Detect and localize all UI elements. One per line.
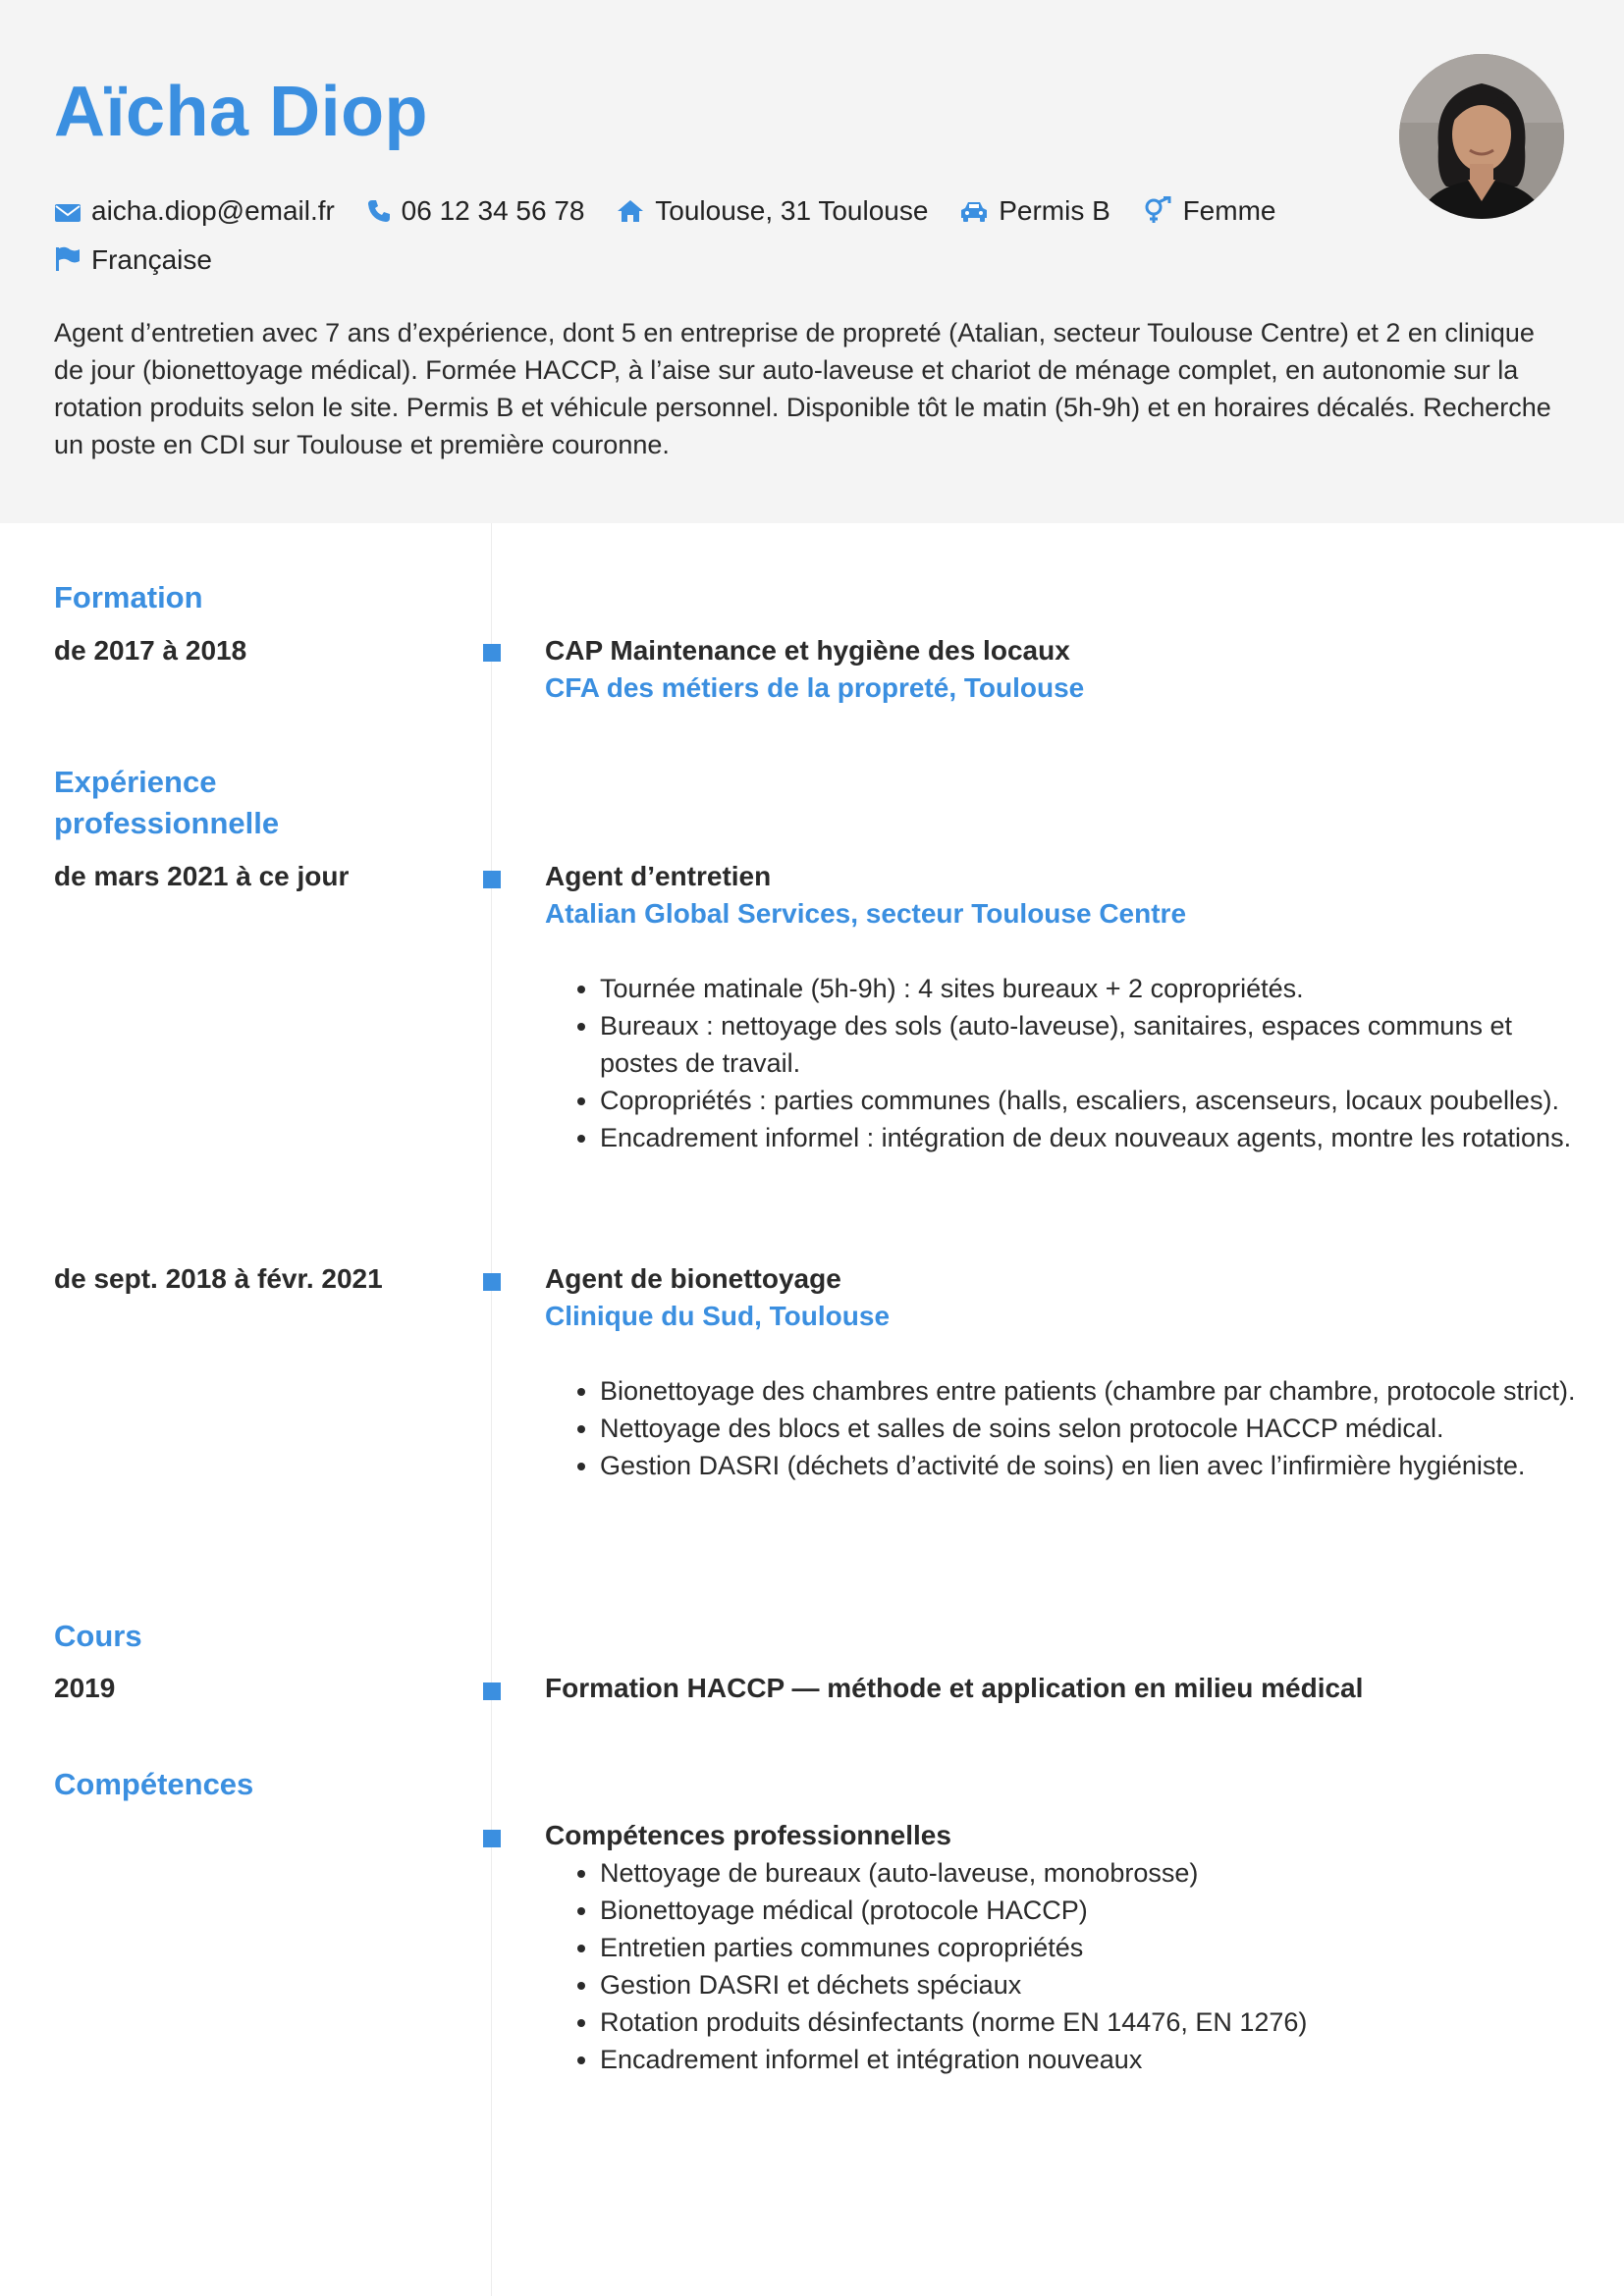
list-item: • Bionettoyage médical (protocole HACCP)	[600, 1892, 1576, 1929]
competences-group-title: Compétences professionnelles	[545, 1820, 951, 1850]
list-item: • Gestion DASRI et déchets spéciaux	[600, 1966, 1576, 2003]
contact-list	[54, 187, 1380, 285]
section-title-competences: Compétences	[54, 1767, 254, 1801]
formation-entry	[545, 632, 1576, 707]
job-employer: Atalian Global Services, secteur Toulouse Centre	[545, 898, 1187, 929]
gender-text: Femme	[1182, 195, 1276, 226]
experience-entry	[545, 858, 1576, 1156]
timeline-marker	[483, 644, 501, 662]
timeline-marker	[483, 871, 501, 888]
list-item: • Encadrement informel et intégration nouveaux	[600, 2041, 1576, 2078]
list-item: • Bionettoyage des chambres entre patients (chambre par chambre, protocole strict).	[600, 1372, 1576, 1410]
section-title-cours: Cours	[54, 1619, 142, 1653]
experience-date: de mars 2021 à ce jour	[54, 861, 350, 891]
profile-photo	[1399, 54, 1564, 219]
job-employer: Clinique du Sud, Toulouse	[545, 1301, 891, 1331]
cours-entry	[545, 1670, 1576, 1707]
contact-address	[616, 187, 928, 236]
flag-icon	[54, 245, 81, 273]
phone-icon	[366, 198, 392, 224]
list-item: • Nettoyage de bureaux (auto-laveuse, monobrosse)	[600, 1854, 1576, 1892]
formation-school: CFA des métiers de la propreté, Toulouse	[545, 672, 1085, 703]
nationality-text: Française	[91, 244, 212, 275]
list-item: • Copropriétés : parties communes (halls, escaliers, ascenseurs, locaux poubelles).	[600, 1082, 1576, 1119]
timeline-divider	[491, 523, 492, 2296]
formation-degree: CAP Maintenance et hygiène des locaux	[545, 635, 1070, 666]
job-title: Agent de bionettoyage	[545, 1263, 841, 1294]
list-item: • Tournée matinale (5h-9h) : 4 sites bureaux + 2 copropriétés.	[600, 970, 1576, 1007]
envelope-icon	[54, 202, 81, 224]
job-bullets	[545, 970, 1576, 1156]
car-icon	[959, 200, 989, 224]
experience-title-line2: professionnelle	[54, 806, 280, 840]
profile-summary: Agent d’entretien avec 7 ans d’expérience, dont 5 en entreprise de propreté (Atalian, secteur Toulouse Centre) et 2 en clinique de jour (bionettoyage médical). Formée HACCP, à l’aise sur auto-laveuse et chariot de ménage complet, en autonomie sur la rotation produits selon le site. Permis B et véhicule personnel. Disponible tôt le matin (5h-9h) et en horaires décalés. Recherche un poste en CDI sur Toulouse et première couronne.	[54, 318, 1551, 459]
job-title: Agent d’entretien	[545, 861, 772, 891]
list-item: • Gestion DASRI (déchets d’activité de soins) en lien avec l’infirmière hygiéniste.	[600, 1447, 1576, 1484]
timeline-marker	[483, 1830, 501, 1847]
experience-date: de sept. 2018 à févr. 2021	[54, 1263, 383, 1294]
list-item: • Rotation produits désinfectants (norme EN 14476, EN 1276)	[600, 2003, 1576, 2041]
timeline-marker	[483, 1273, 501, 1291]
contact-email[interactable]	[54, 187, 335, 236]
competences-bullets	[545, 1854, 1576, 2078]
contact-license	[959, 187, 1110, 236]
header	[0, 0, 1624, 523]
job-bullets	[545, 1372, 1576, 1484]
contact-phone[interactable]	[366, 187, 585, 236]
gender-icon	[1142, 196, 1173, 224]
competences-entry	[545, 1817, 1576, 2078]
timeline-marker	[483, 1682, 501, 1700]
experience-entry	[545, 1260, 1576, 1484]
experience-title-line1: Expérience	[54, 765, 217, 799]
section-title-formation: Formation	[54, 580, 203, 614]
phone-text: 06 12 34 56 78	[401, 195, 585, 226]
contact-gender	[1142, 187, 1276, 236]
list-item: • Entretien parties communes copropriétés	[600, 1929, 1576, 1966]
cours-title: Formation HACCP — méthode et application en milieu médical	[545, 1673, 1364, 1703]
contact-nationality	[54, 236, 212, 285]
list-item: • Bureaux : nettoyage des sols (auto-laveuse), sanitaires, espaces communs et postes de travail.	[600, 1007, 1576, 1082]
formation-date: de 2017 à 2018	[54, 635, 247, 666]
home-icon	[616, 198, 645, 224]
list-item: • Nettoyage des blocs et salles de soins selon protocole HACCP médical.	[600, 1410, 1576, 1447]
portrait-icon	[1399, 54, 1564, 219]
license-text: Permis B	[999, 195, 1110, 226]
list-item: • Encadrement informel : intégration de deux nouveaux agents, montre les rotations.	[600, 1119, 1576, 1156]
section-title-experience	[54, 762, 427, 844]
cours-date: 2019	[54, 1673, 116, 1703]
email-text: aicha.diop@email.fr	[91, 195, 335, 226]
address-text: Toulouse, 31 Toulouse	[655, 195, 929, 226]
candidate-name: Aïcha Diop	[54, 73, 429, 151]
